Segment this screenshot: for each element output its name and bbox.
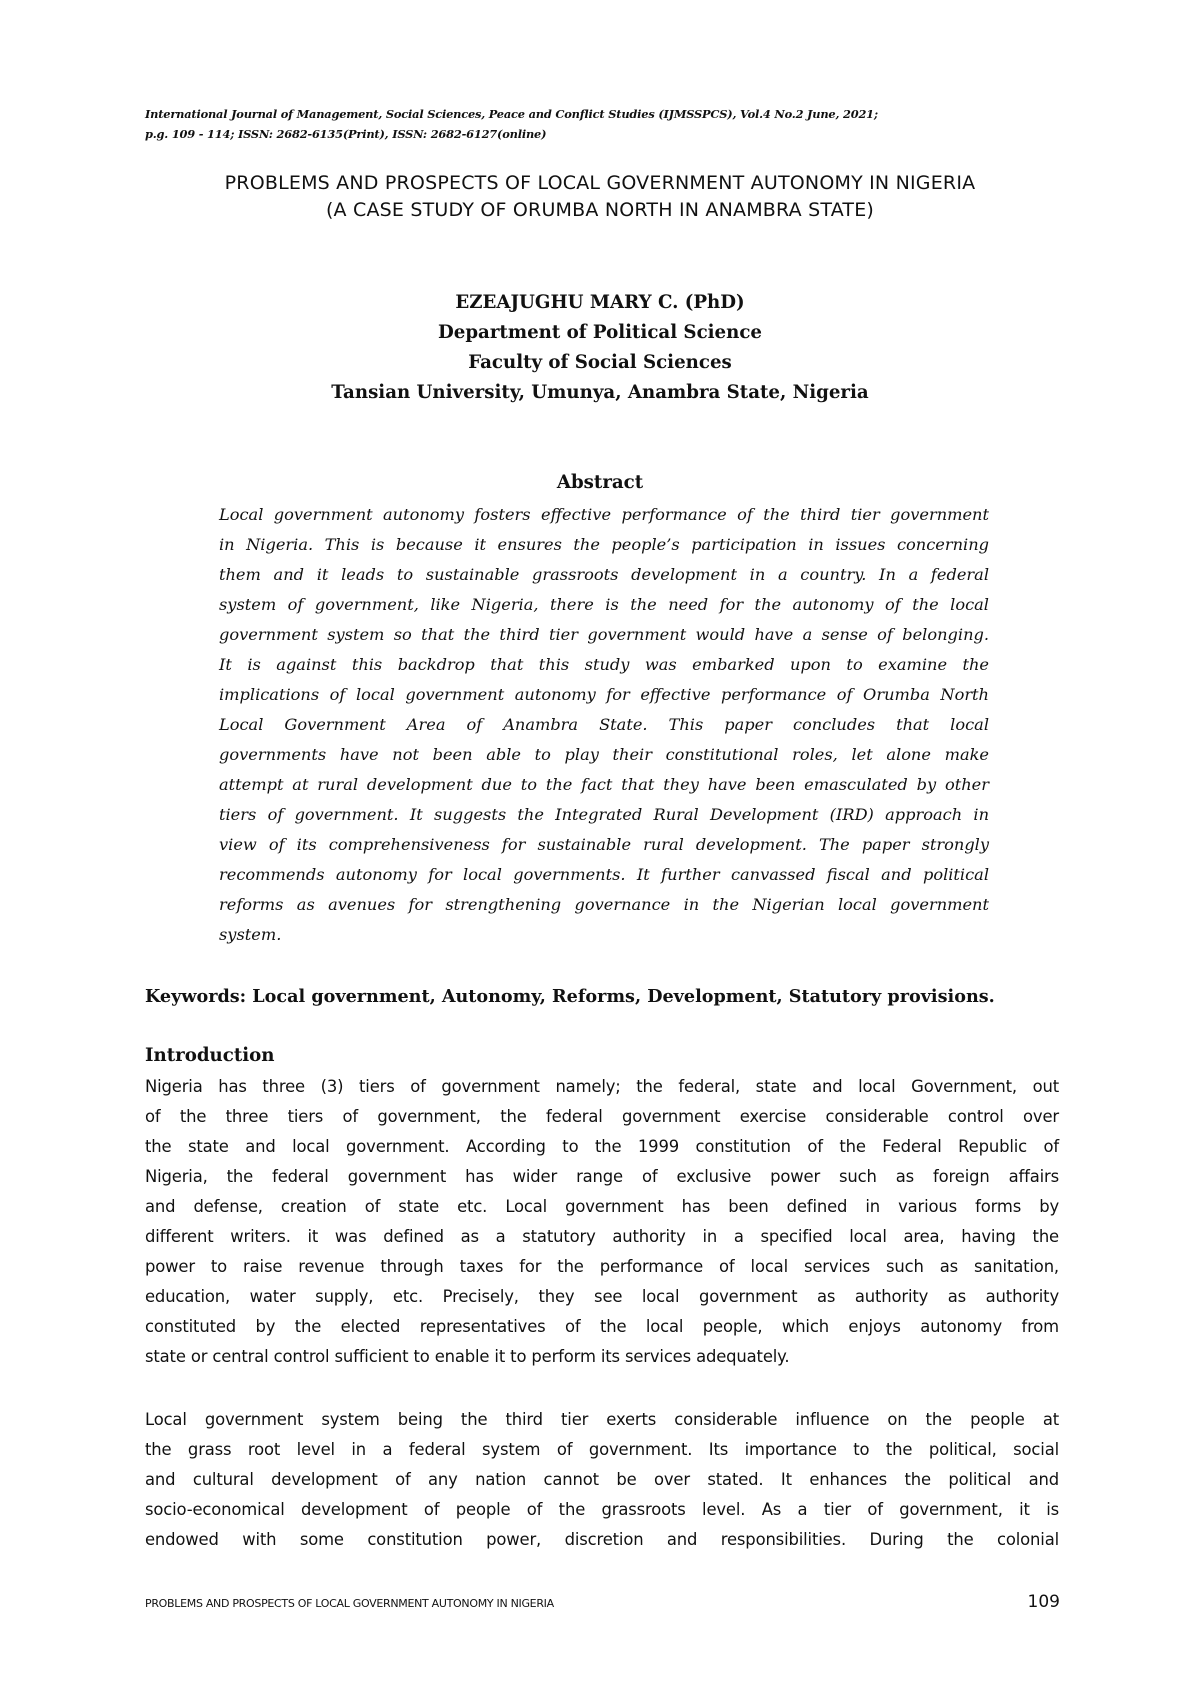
paragraph-line: different writers. it was defined as a statutory authority in a specified local area, having the (145, 1227, 1059, 1246)
journal-header-line: International Journal of Management, Social Sciences, Peace and Conflict Studies (IJMSSPCS), Vol.4 No.2 June, 2021; (145, 107, 878, 121)
paper-title-line: PROBLEMS AND PROSPECTS OF LOCAL GOVERNMENT AUTONOMY IN NIGERIA (224, 172, 976, 194)
abstract-heading: Abstract (556, 472, 644, 493)
paper-title-line: (A CASE STUDY OF ORUMBA NORTH IN ANAMBRA STATE) (325, 199, 875, 221)
paragraph-line: power to raise revenue through taxes for the performance of local services such as sanitation, (145, 1257, 1059, 1276)
abstract-line: implications of local government autonomy for effective performance of Orumba North (219, 685, 989, 704)
author-department: Department of Political Science (438, 322, 762, 343)
introduction-paragraph (145, 1405, 1059, 1555)
paragraph-line: of the three tiers of government, the federal government exercise considerable control over (145, 1107, 1059, 1126)
abstract-line: them and it leads to sustainable grassroots development in a country. In a federal (219, 565, 989, 584)
paragraph-line: socio-economical development of people of the grassroots level. As a tier of government, it is (145, 1500, 1059, 1519)
author-university: Tansian University, Umunya, Anambra State, Nigeria (331, 382, 869, 403)
keywords: Keywords: Local government, Autonomy, Reforms, Development, Statutory provisions. (145, 986, 995, 1007)
abstract-line: Local Government Area of Anambra State. This paper concludes that local (219, 715, 989, 734)
paper-title (130, 170, 1070, 224)
abstract-line: tiers of government. It suggests the Integrated Rural Development (IRD) approach in (219, 805, 989, 824)
abstract-body (219, 500, 989, 950)
abstract-line: in Nigeria. This is because it ensures the people’s participation in issues concerning (219, 535, 989, 554)
paragraph-line: education, water supply, etc. Precisely, they see local government as authority as authority (145, 1287, 1059, 1306)
abstract-line: governments have not been able to play their constitutional roles, let alone make (219, 745, 989, 764)
paragraph-line: state or central control sufficient to enable it to perform its services adequately. (145, 1347, 790, 1366)
footer-running-title: PROBLEMS AND PROSPECTS OF LOCAL GOVERNMENT AUTONOMY IN NIGERIA (145, 1597, 554, 1610)
introduction-paragraph (145, 1072, 1059, 1372)
paragraph-line: the state and local government. According to the 1999 constitution of the Federal Republic of (145, 1137, 1059, 1156)
page-number: 109 (1027, 1592, 1060, 1612)
introduction-heading: Introduction (145, 1045, 275, 1066)
paragraph-line: endowed with some constitution power, discretion and responsibilities. During the colonial (145, 1530, 1059, 1549)
paragraph-line: Nigeria has three (3) tiers of government namely; the federal, state and local Government, out (145, 1077, 1059, 1096)
abstract-line: system. (219, 925, 282, 944)
abstract-line: attempt at rural development due to the fact that they have been emasculated by other (219, 775, 989, 794)
abstract-line: It is against this backdrop that this study was embarked upon to examine the (219, 655, 989, 674)
journal-header-line: p.g. 109 - 114; ISSN: 2682-6135(Print), ISSN: 2682-6127(online) (145, 127, 547, 141)
abstract-line: view of its comprehensiveness for sustainable rural development. The paper strongly (219, 835, 989, 854)
paragraph-line: and defense, creation of state etc. Local government has been defined in various forms by (145, 1197, 1059, 1216)
abstract-line: recommends autonomy for local governments. It further canvassed fiscal and political (219, 865, 989, 884)
author-block (200, 288, 1000, 408)
author-name: EZEAJUGHU MARY C. (PhD) (455, 292, 745, 313)
abstract-line: system of government, like Nigeria, there is the need for the autonomy of the local (219, 595, 989, 614)
author-faculty: Faculty of Social Sciences (468, 352, 732, 373)
abstract-line: Local government autonomy fosters effective performance of the third tier government (219, 505, 989, 524)
paragraph-line: Local government system being the third tier exerts considerable influence on the people at (145, 1410, 1059, 1429)
journal-header (145, 104, 1065, 144)
abstract-line: government system so that the third tier government would have a sense of belonging. (219, 625, 989, 644)
paragraph-line: Nigeria, the federal government has wider range of exclusive power such as foreign affairs (145, 1167, 1059, 1186)
paragraph-line: constituted by the elected representatives of the local people, which enjoys autonomy from (145, 1317, 1059, 1336)
paragraph-line: the grass root level in a federal system of government. Its importance to the political, social (145, 1440, 1059, 1459)
paragraph-line: and cultural development of any nation cannot be over stated. It enhances the political and (145, 1470, 1059, 1489)
abstract-line: reforms as avenues for strengthening governance in the Nigerian local government (219, 895, 989, 914)
